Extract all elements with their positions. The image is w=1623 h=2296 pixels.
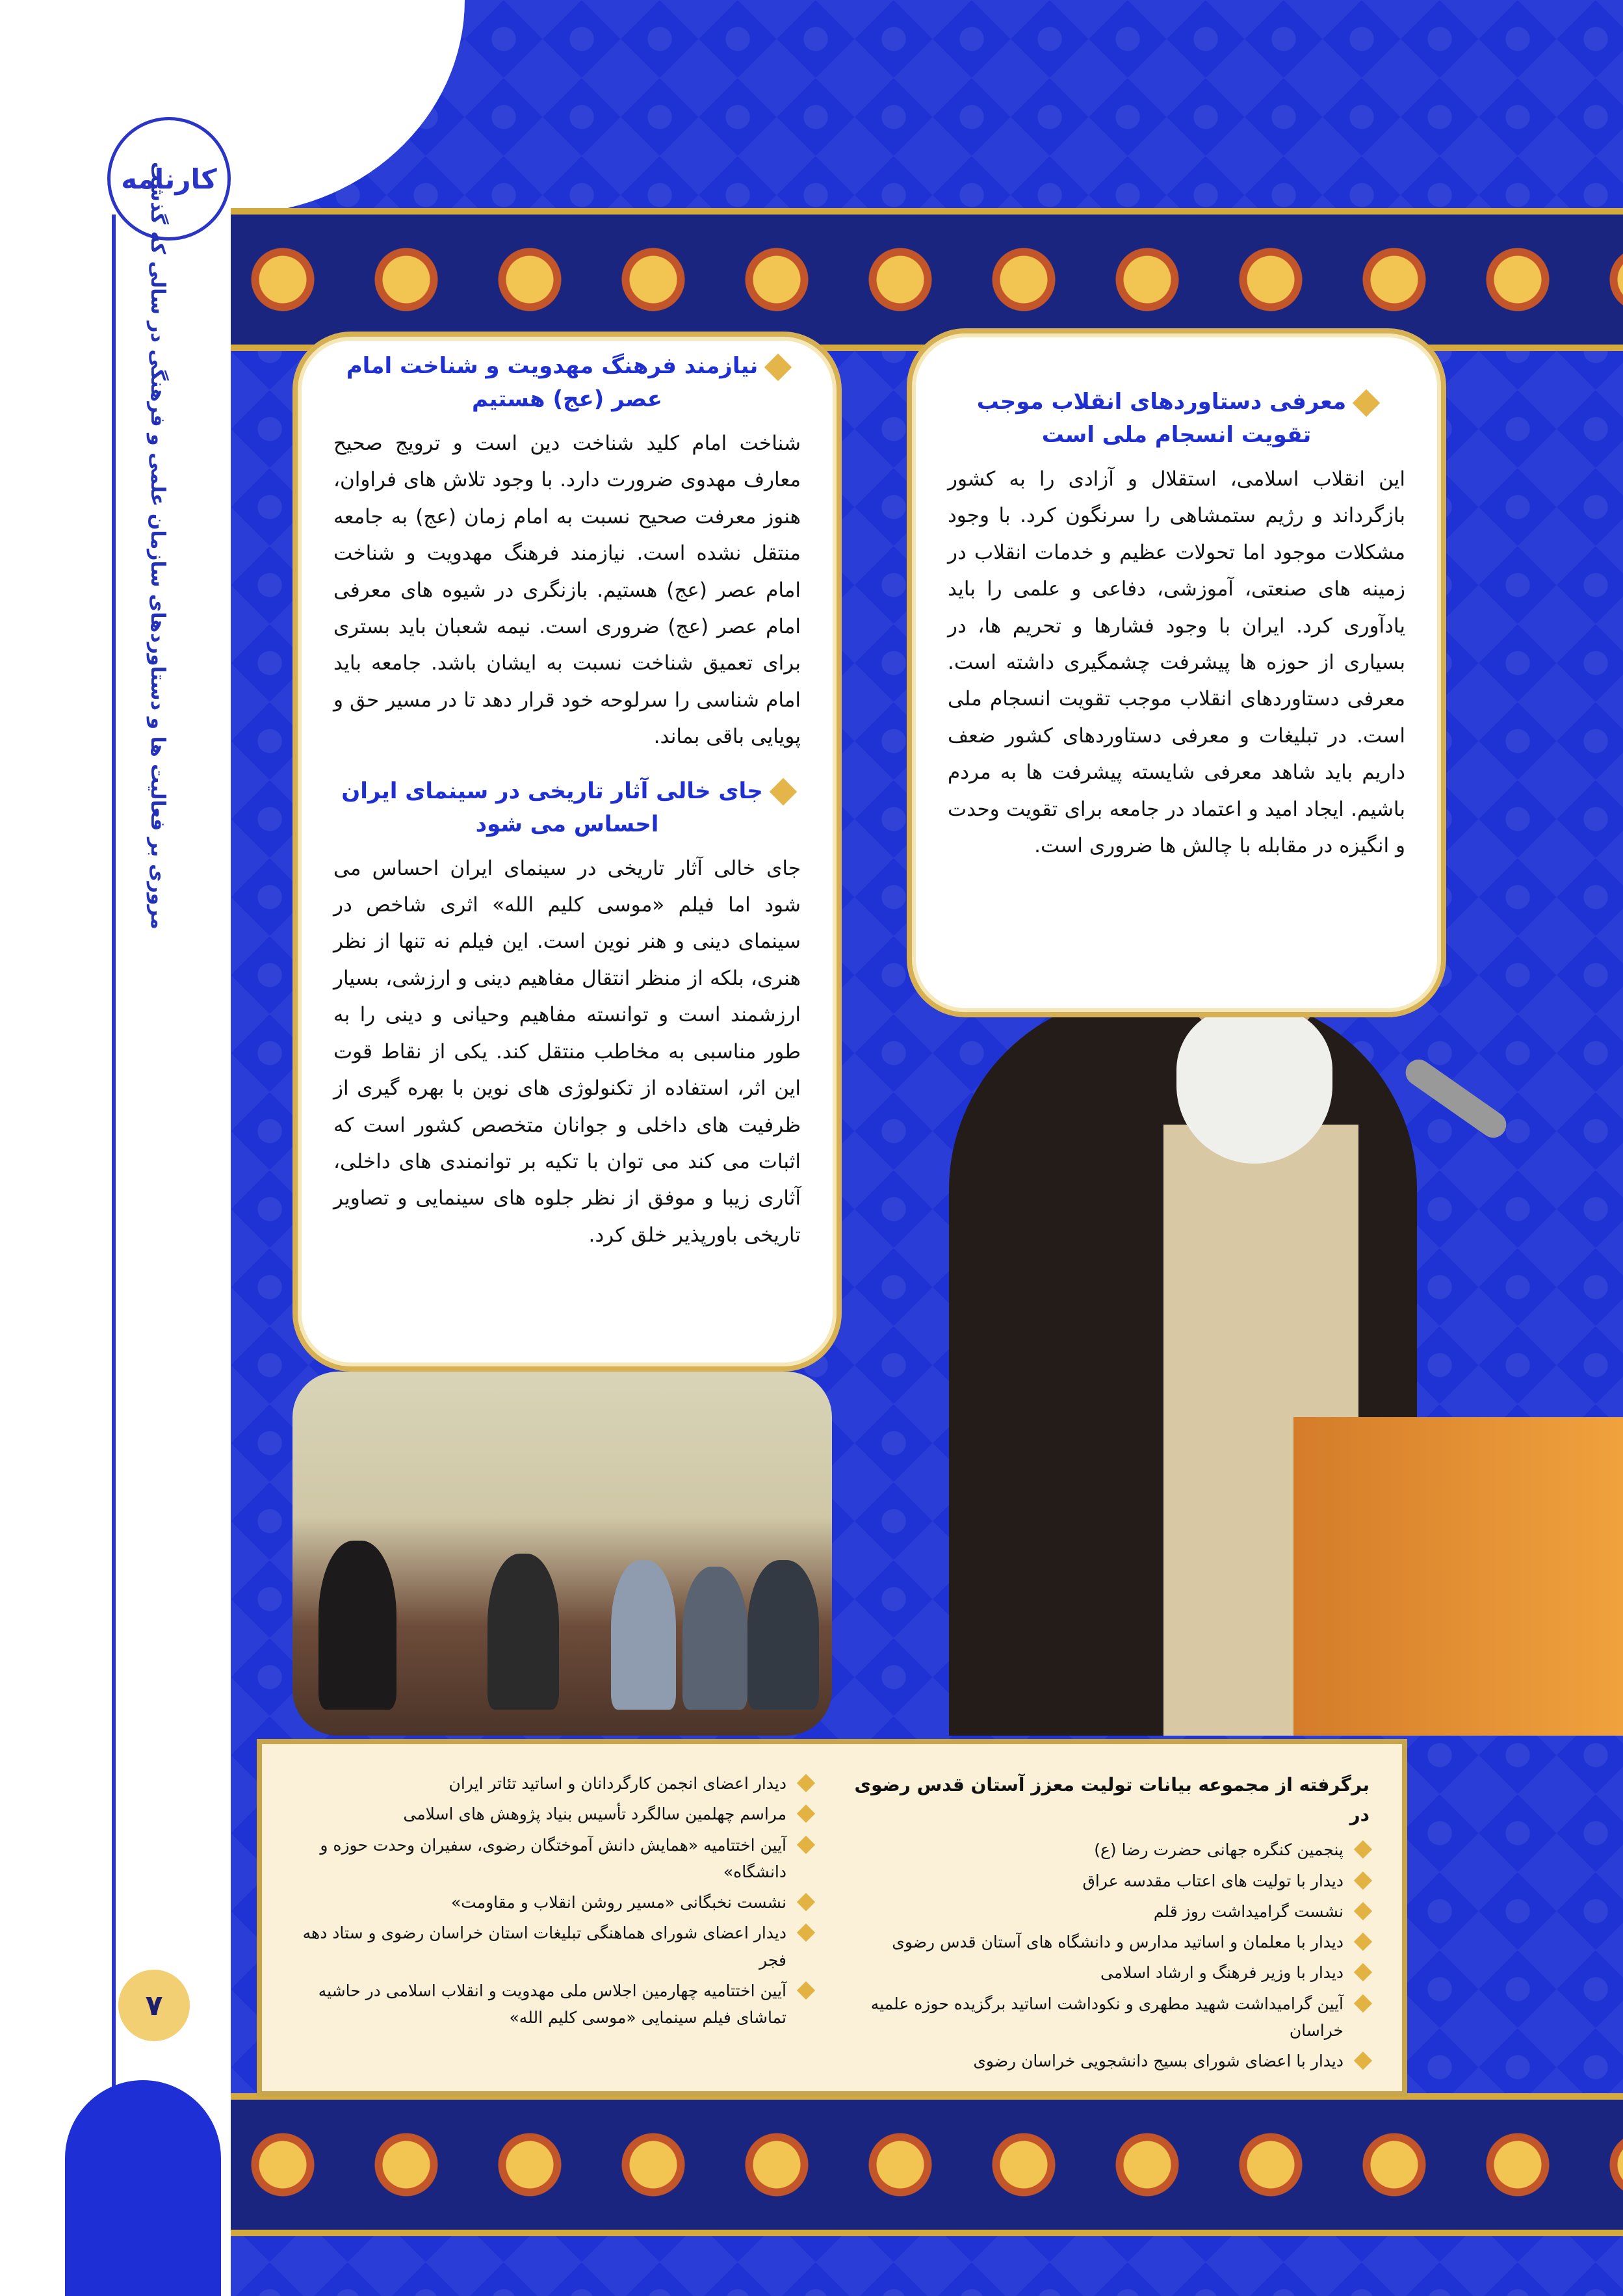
photo-person [611,1560,676,1710]
diamond-bullet-icon [1353,389,1380,416]
list-item: دیدار با اعضای شورای بسیج دانشجویی خراسان رضوی [851,2048,1370,2074]
list-item: نشست نخبگانی «مسیر روشن انقلاب و مقاومت» [294,1889,812,1916]
article-heading: جای خالی آثار تاریخی در سینمای ایران احساس می شود [333,775,801,841]
list-item: آیین اختتامیه «همایش دانش آموختگان رضوی، سفیران وحدت حوزه و دانشگاه» [294,1832,812,1886]
list-item: دیدار اعضای شورای هماهنگی تبلیغات استان خراسان رضوی و ستاد دهه فجر [294,1920,812,1974]
diamond-bullet-icon [764,353,792,380]
sources-box [257,1739,1407,2096]
photo-person [318,1541,396,1710]
speaker-beard [1176,1008,1332,1164]
article-heading: نیازمند فرهنگ مهدویت و شناخت امام عصر (عج) هستیم [333,350,801,416]
sources-title: برگرفته از مجموعه بیانات تولیت معزز آستان قدس رضوی در [854,1774,1370,1826]
photo-person [487,1554,559,1710]
sources-column-right [851,1770,1370,2072]
photo-person [747,1560,819,1710]
meeting-photo [292,1372,832,1736]
article-heading: معرفی دستاوردهای انقلاب موجب تقویت انسجام ملی است [948,385,1405,452]
article-panel-achievements [907,328,1446,1017]
page-number: ۷ [118,1970,190,2041]
margin-divider-line [112,215,116,2100]
margin-decoration [65,2080,221,2296]
article-body: جای خالی آثار تاریخی در سینمای ایران احساس می شود اما فیلم «موسی کلیم الله» اثری شاخص در سینمای دینی و هنر نوین است. این فیلم نه تنها از نظر هنری، بلکه از منظر انتقال مفاهیم دینی و ارزشی، بسیار ارزشمند است و توانسته مفاهیم وحیانی و دینی را به طور مناسبی به مخاطب منتقل کند. یکی از نقاط قوت این اثر، استفاده از تکنولوژی های نوین با بهره گیری از ظرفیت های داخلی و جوانان متخصص کشور است که اثبات می کند می توان با تکیه بر توانمندی های داخلی، آثاری زیبا و موفق از نظر جلوه های سینمایی و تصاویر تاریخی باورپذیر خلق کرد. [333,856,801,1247]
list-item: دیدار با وزیر فرهنگ و ارشاد اسلامی [851,1959,1370,1986]
sources-list [851,1836,1370,2074]
list-item: دیدار اعضای انجمن کارگردانان و اساتید تئاتر ایران [294,1770,812,1797]
list-item: نشست گرامیداشت روز قلم [851,1898,1370,1925]
list-item: دیدار با تولیت های اعتاب مقدسه عراق [851,1868,1370,1894]
list-item: آیین اختتامیه چهارمین اجلاس ملی مهدویت و انقلاب اسلامی در حاشیه تماشای فیلم سینمایی «موسی کلیم الله» [294,1977,812,2031]
microphone [1401,1054,1511,1143]
list-item: پنجمین کنگره جهانی حضرت رضا (ع) [851,1836,1370,1863]
podium [1293,1417,1623,1736]
ornamental-frieze-top [231,208,1623,351]
list-item: دیدار با معلمان و اساتید مدارس و دانشگاه های آستان قدس رضوی [851,1929,1370,1955]
ornamental-frieze-bottom [231,2093,1623,2236]
article-body: شناخت امام کلید شناخت دین است و ترویج صحیح معارف مهدوی ضرورت دارد. با وجود تلاش های فراوان، هنوز معرفت صحیح نسبت به امام زمان (عج) به جامعه منتقل نشده است. نیازمند فرهنگ مهدویت و شناخت امام عصر (عج) هستیم. بازنگری در شیوه های معرفی امام عصر (عج) ضروری است. نیمه شعبان باید بستری برای تعمیق شناخت نسبت به ایشان باشد. جامعه باید امام شناسی را سرلوحه خود قرار دهد تا در مسیر حق و پویایی باقی بماند. [333,432,801,749]
running-title: مروری بر فعالیت ها و دستاوردهای سازمان علمی و فرهنگی در سالی که گذشت [146,162,169,930]
list-item: آیین گرامیداشت شهید مطهری و نکوداشت اساتید برگزیده حوزه علمیه خراسان [851,1990,1370,2044]
article-panel-left [292,332,842,1372]
list-item: مراسم چهلمین سالگرد تأسیس بنیاد پژوهش های اسلامی [294,1801,812,1827]
sources-list [294,1770,812,2031]
diamond-bullet-icon [770,778,797,805]
sources-column-left [294,1770,812,2072]
publication-logo: کارنامه [107,117,231,241]
article-body: این انقلاب اسلامی، استقلال و آزادی را به کشور بازگرداند و رژیم ستمشاهی را سرنگون کرد. با وجود مشکلات موجود اما تحولات عظیم و خدمات انقلاب در زمینه های صنعتی، آموزشی، دفاعی و علمی را باید یادآوری کرد. ایران با وجود فشارها و تحریم ها، در بسیاری از حوزه ها پیشرفت چشمگیری داشته است. معرفی دستاوردهای انقلاب موجب تقویت انسجام ملی است. در تبلیغات و معرفی دستاوردهای کشور ضعف داریم باید شاهد معرفی شایسته پیشرفت ها به مردم باشیم. ایجاد امید و اعتماد در جامعه برای تقویت وحدت و انگیزه در مقابله با چالش ها ضروری است. [948,467,1405,858]
photo-person [682,1567,747,1710]
